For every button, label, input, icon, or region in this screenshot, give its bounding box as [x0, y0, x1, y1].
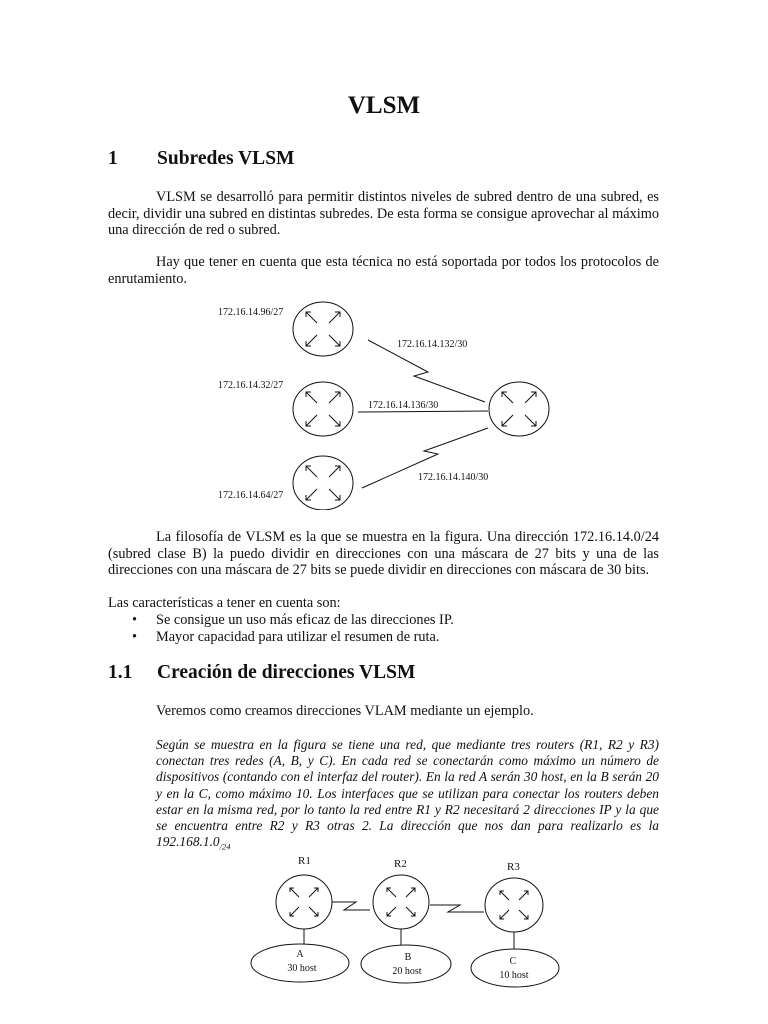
paragraph: Veremos como creamos direcciones VLAM mediante un ejemplo. — [156, 703, 534, 719]
bullet-icon: • — [132, 612, 138, 628]
italic-paragraph-text: Según se muestra en la figura se tiene una red, que mediante tres routers (R1, R2 y R3) conectan tres redes (A, B, y C). En cada red se conectarán como máximo un número de dispositivos (contando con el interfaz del router). En la red A serán 30 host, en la B serán 20 y en la C, como máximo 10. Los interfaces que se utilizan para conectar los routers deben estar en la misma red, por lo tanto la red entre R1 y R2 necesitará 2 direcciones IP y la que se encuentra entre R2 y R3 otras 2. La dirección que nos dan para realizarlo es la 192.168.1.0 — [156, 737, 659, 850]
router-icon — [373, 875, 429, 929]
router-icon — [293, 382, 353, 436]
section-number: 1 — [108, 148, 118, 169]
network-label: 172.16.14.32/27 — [218, 380, 284, 391]
router-label: R1 — [298, 855, 311, 867]
list-item — [108, 612, 659, 629]
router-label: R2 — [394, 858, 407, 870]
italic-paragraph — [156, 737, 659, 855]
network-label: 172.16.14.64/27 — [218, 490, 284, 501]
link-label: 172.16.14.132/30 — [397, 339, 468, 350]
link-label: 172.16.14.140/30 — [418, 472, 489, 483]
network-ellipse — [471, 949, 559, 987]
serial-link — [332, 902, 370, 910]
list-item-text: Se consigue un uso más eficaz de las direcciones IP. — [156, 612, 454, 628]
router-icon — [489, 382, 549, 436]
network-ellipse — [361, 945, 451, 983]
serial-link — [430, 905, 484, 912]
prefix-subscript: /24 — [219, 841, 231, 852]
link-label: 172.16.14.136/30 — [368, 400, 439, 411]
network-hosts: 20 host — [392, 966, 422, 977]
network-hosts: 30 host — [287, 963, 317, 974]
network-example-diagram — [0, 850, 768, 1024]
section-title: Subredes VLSM — [157, 148, 295, 169]
section-heading-1 — [108, 148, 294, 170]
router-label: R3 — [507, 861, 520, 873]
bullet-list — [108, 612, 659, 645]
list-item-text: Mayor capacidad para utilizar el resumen de ruta. — [156, 628, 440, 645]
paragraph: Hay que tener en cuenta que esta técnica no está soportada por todos los protocolos de enrutamiento. — [108, 254, 659, 287]
section-heading-1-1 — [108, 662, 415, 684]
router-icon — [293, 302, 353, 356]
network-name: C — [509, 956, 517, 967]
network-hosts: 10 host — [499, 970, 529, 981]
link-line — [358, 411, 488, 412]
section-number: 1.1 — [108, 662, 133, 683]
network-label: 172.16.14.96/27 — [218, 307, 284, 318]
section-title: Creación de direcciones VLSM — [157, 662, 416, 683]
paragraph: La filosofía de VLSM es la que se muestra en la figura. Una dirección 172.16.14.0/24 (subred clase B) la puedo dividir en direcciones con una máscara de 27 bits y una de las direcciones con una máscara de 27 bits se puede dividir en direcciones con máscara de 30 bits. — [108, 529, 659, 578]
router-icon — [485, 878, 543, 932]
vlsm-topology-diagram — [0, 298, 768, 510]
paragraph: Las características a tener en cuenta son: — [108, 595, 341, 611]
list-item — [108, 629, 659, 646]
router-icon — [293, 456, 353, 510]
paragraph: VLSM se desarrolló para permitir distintos niveles de subred dentro de una subred, es decir, dividir una subred en distintas subredes. De esta forma se consigue aprovechar al máximo una dirección de red o subred. — [108, 189, 659, 238]
page-title: VLSM — [347, 92, 421, 119]
bullet-icon: • — [132, 628, 138, 645]
router-icon — [276, 875, 332, 929]
network-name: A — [296, 949, 304, 960]
network-name: B — [404, 952, 412, 963]
